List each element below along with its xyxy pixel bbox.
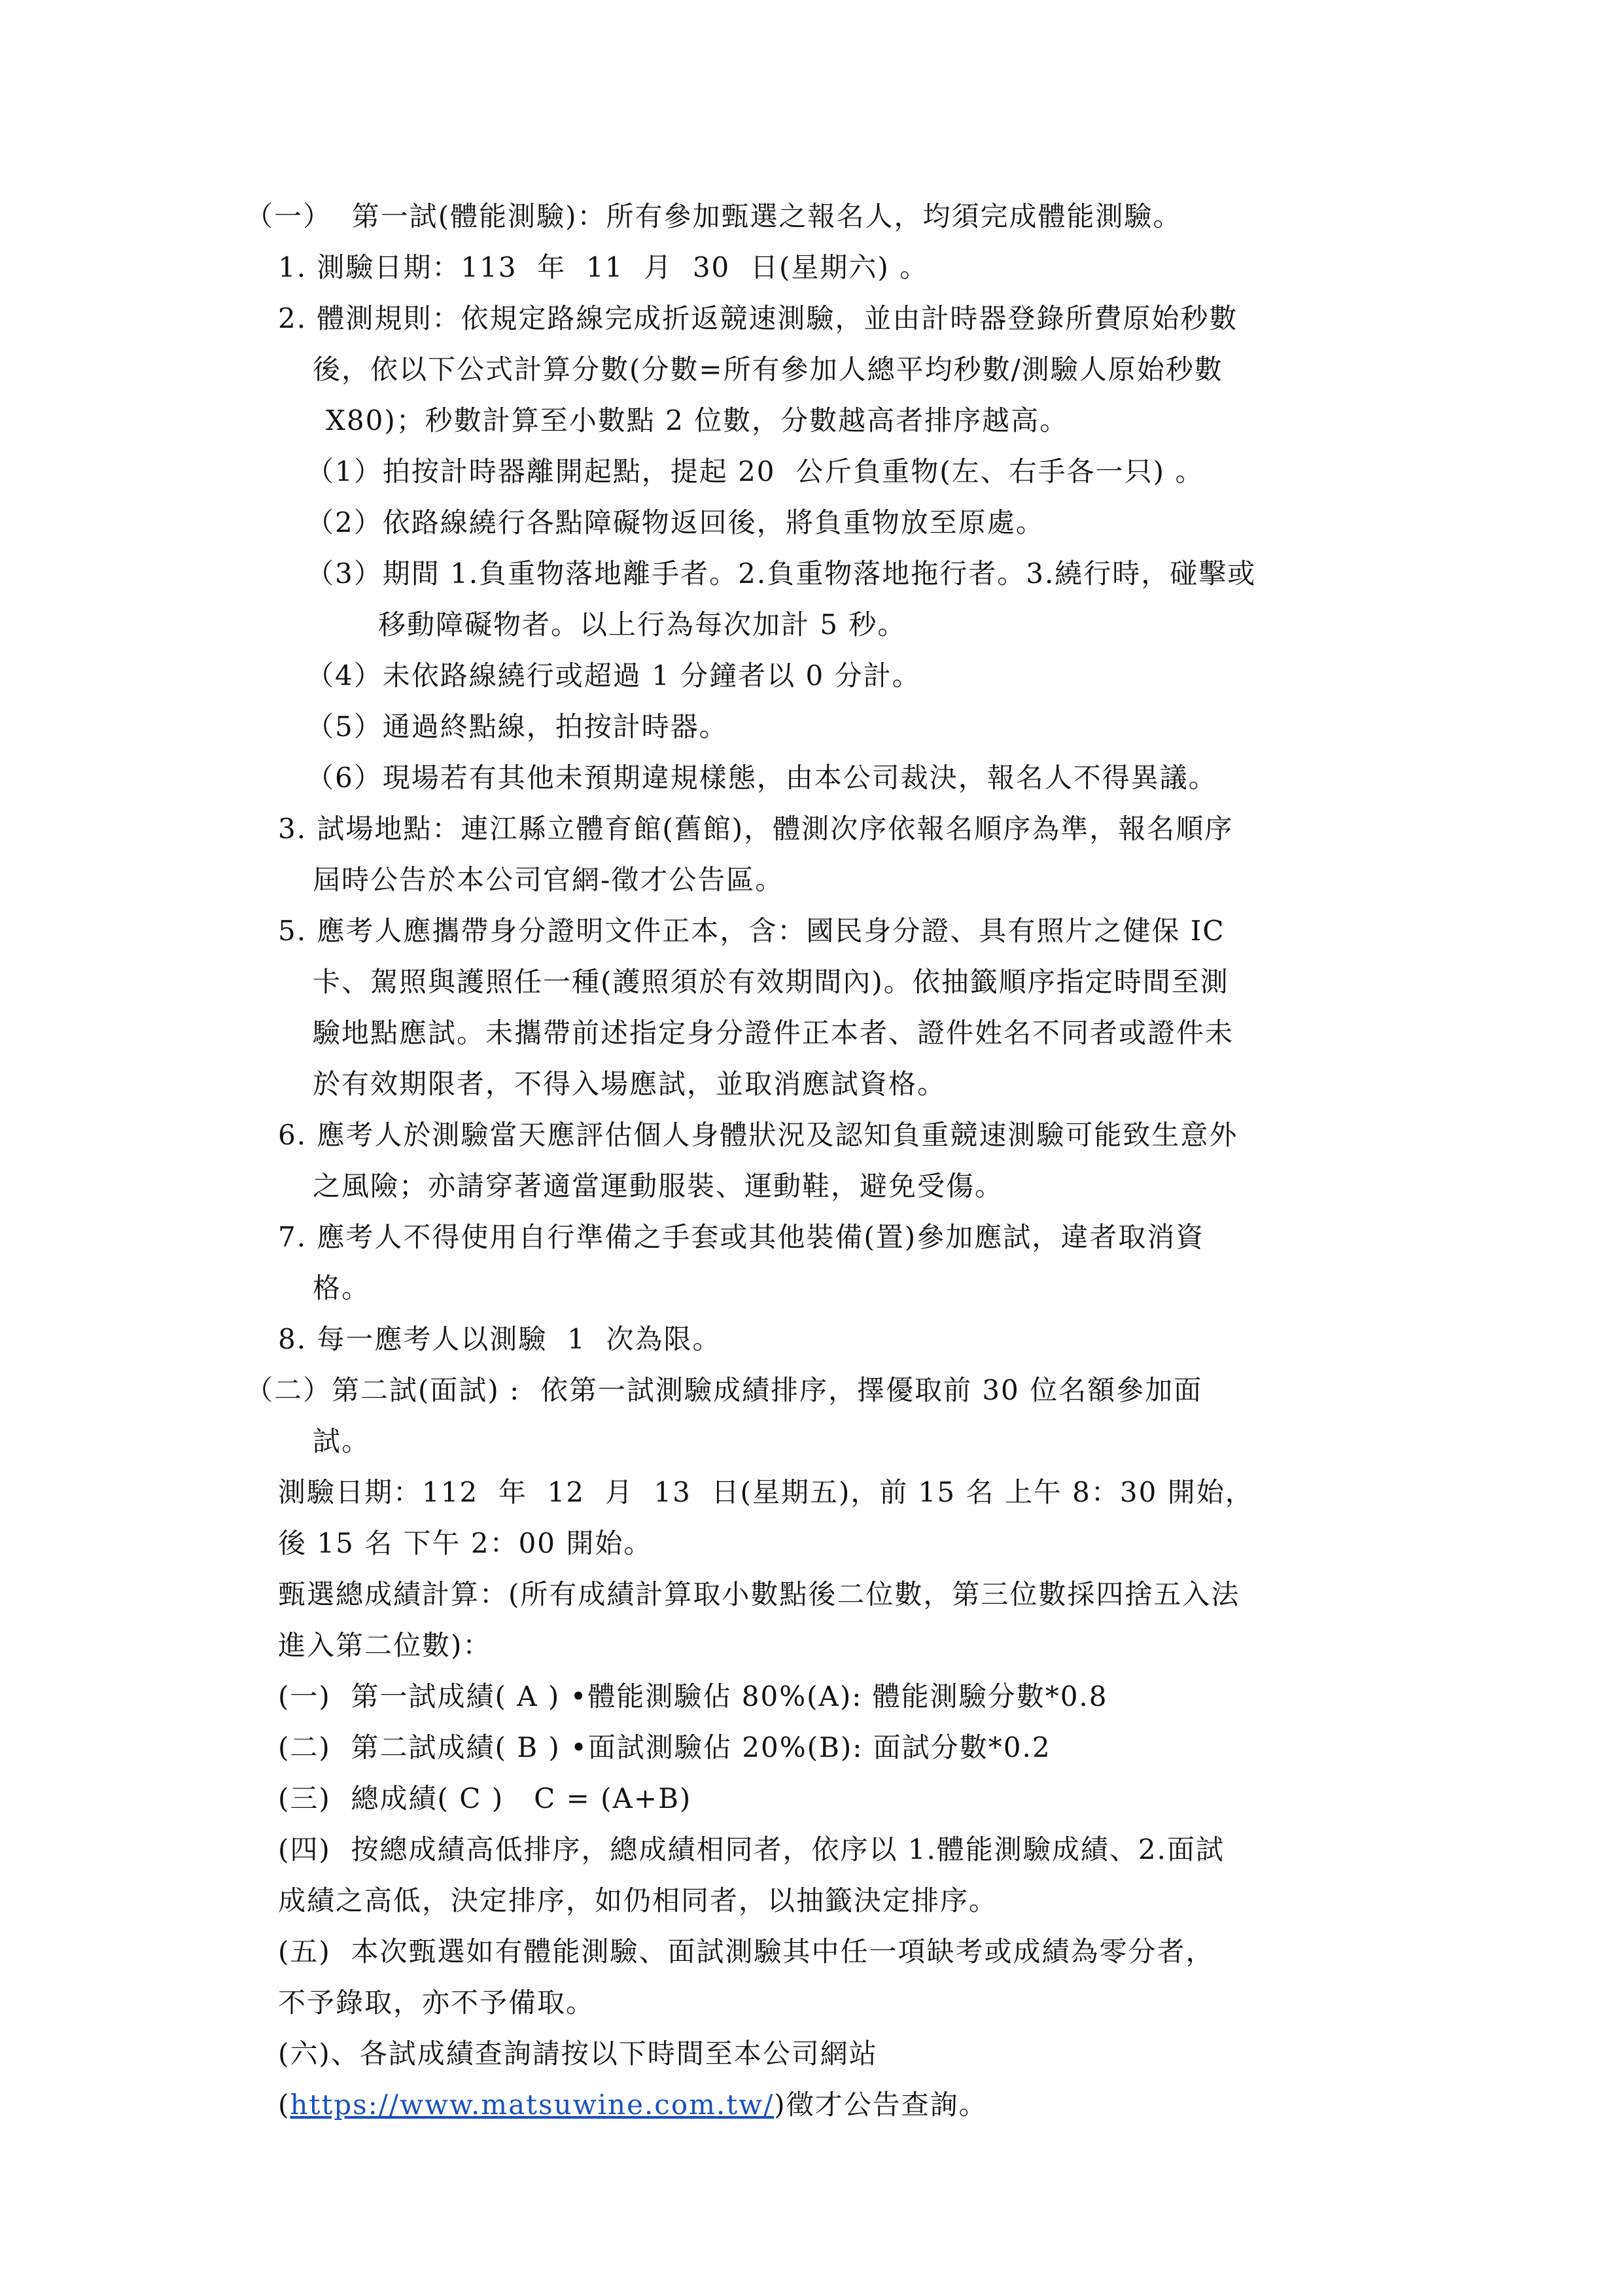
- absence-line-1: (五) 本次甄選如有體能測驗、面試測驗其中任一項缺考或成績為零分者，: [278, 1935, 1215, 1968]
- interview-date-line-2: 後 15 名 下午 2：00 開始。: [278, 1527, 653, 1559]
- company-website-link[interactable]: https://www.matsuwine.com.tw/: [290, 2089, 775, 2121]
- score-a: (一) 第一試成績( A ) •體能測驗佔 80%(A): 體能測驗分數*0.8: [278, 1680, 1108, 1712]
- ranking-line-1: (四) 按總成績高低排序，總成績相同者，依序以 1.體能測驗成績、2.面試: [278, 1833, 1225, 1865]
- item-2-rules-line-1: 2. 體測規則：依規定路線完成折返競速測驗，並由計時器登錄所費原始秒數: [278, 302, 1238, 334]
- ranking-line-2: 成績之高低，決定排序，如仍相同者，以抽籤決定排序。: [278, 1884, 998, 1916]
- item-2-rules-line-2: 後，依以下公式計算分數(分數=所有參加人總平均秒數/測驗人原始秒數: [313, 353, 1223, 385]
- rule-6: （6）現場若有其他未預期違規樣態，由本公司裁決，報名人不得異議。: [306, 762, 1217, 794]
- item-3-location-line-1: 3. 試場地點：連江縣立體育館(舊館)，體測次序依報名順序為準，報名順序: [278, 813, 1234, 845]
- item-2-rules-line-3: X80)；秒數計算至小數點 2 位數，分數越高者排序越高。: [326, 404, 1069, 436]
- item-7-gear-line-1: 7. 應考人不得使用自行準備之手套或其他裝備(置)參加應試，違者取消資: [278, 1221, 1205, 1253]
- rule-4: （4）未依路線繞行或超過 1 分鐘者以 0 分計。: [306, 660, 921, 692]
- rule-3-line-2: 移動障礙物者。以上行為每次加計 5 秒。: [378, 609, 907, 641]
- item-1-test-date: 1. 測驗日期：113 年 11 月 30 日(星期六) 。: [278, 251, 929, 283]
- score-calc-line-1: 甄選總成績計算：(所有成績計算取小數點後二位數，第三位數採四捨五入法: [278, 1578, 1240, 1610]
- item-3-location-line-2: 屆時公告於本公司官網-徵才公告區。: [313, 864, 784, 896]
- rule-2: （2）依路線繞行各點障礙物返回後，將負重物放至原處。: [306, 506, 1045, 539]
- interview-date-line-1: 測驗日期：112 年 12 月 13 日(星期五)，前 15 名 上午 8：30 開始，: [278, 1476, 1254, 1508]
- score-c: (三) 總成績( C ) C = (A+B): [278, 1782, 692, 1814]
- score-calc-line-2: 進入第二位數)：: [278, 1629, 492, 1661]
- section-two-heading: （二）第二試(面試) : 依第一試測驗成績排序，擇優取前 30 位名額參加面: [245, 1374, 1203, 1406]
- rule-1: （1）拍按計時器離開起點，提起 20 公斤負重物(左、右手各一只) 。: [306, 455, 1204, 487]
- item-7-gear-line-2: 格。: [313, 1272, 371, 1304]
- item-5-id-line-3: 驗地點應試。未攜帶前述指定身分證件正本者、證件姓名不同者或證件未: [313, 1017, 1234, 1049]
- item-5-id-line-2: 卡、駕照與護照任一種(護照須於有效期間內)。依抽籤順序指定時間至測: [313, 966, 1229, 998]
- item-8-attempts: 8. 每一應考人以測驗 1 次為限。: [278, 1323, 722, 1355]
- item-6-risk-line-2: 之風險；亦請穿著適當運動服裝、運動鞋，避免受傷。: [313, 1170, 1004, 1202]
- results-query-line-1: (六)、各試成績查詢請按以下時間至本公司網站: [278, 2038, 878, 2070]
- results-query-suffix: )徵才公告查詢。: [774, 2089, 988, 2121]
- rule-5: （5）通過終點線，拍按計時器。: [306, 711, 728, 743]
- absence-line-2: 不予錄取，亦不予備取。: [278, 1987, 595, 2019]
- results-query-line-2: [278, 2087, 988, 2123]
- section-one-heading: （一） 第一試(體能測驗)：所有參加甄選之報名人，均須完成體能測驗。: [245, 200, 1182, 232]
- paren-open: (: [278, 2089, 290, 2121]
- item-5-id-line-4: 於有效期限者，不得入場應試，並取消應試資格。: [313, 1068, 947, 1100]
- score-b: (二) 第二試成績( B ) •面試測驗佔 20%(B): 面試分數*0.2: [278, 1731, 1051, 1763]
- rule-3-line-1: （3）期間 1.負重物落地離手者。2.負重物落地拖行者。3.繞行時，碰擊或: [306, 557, 1257, 590]
- item-6-risk-line-1: 6. 應考人於測驗當天應評估個人身體狀況及認知負重競速測驗可能致生意外: [278, 1119, 1238, 1151]
- item-5-id-line-1: 5. 應考人應攜帶身分證明文件正本，含：國民身分證、具有照片之健保 IC: [278, 915, 1225, 947]
- section-two-heading-cont: 試。: [313, 1425, 371, 1457]
